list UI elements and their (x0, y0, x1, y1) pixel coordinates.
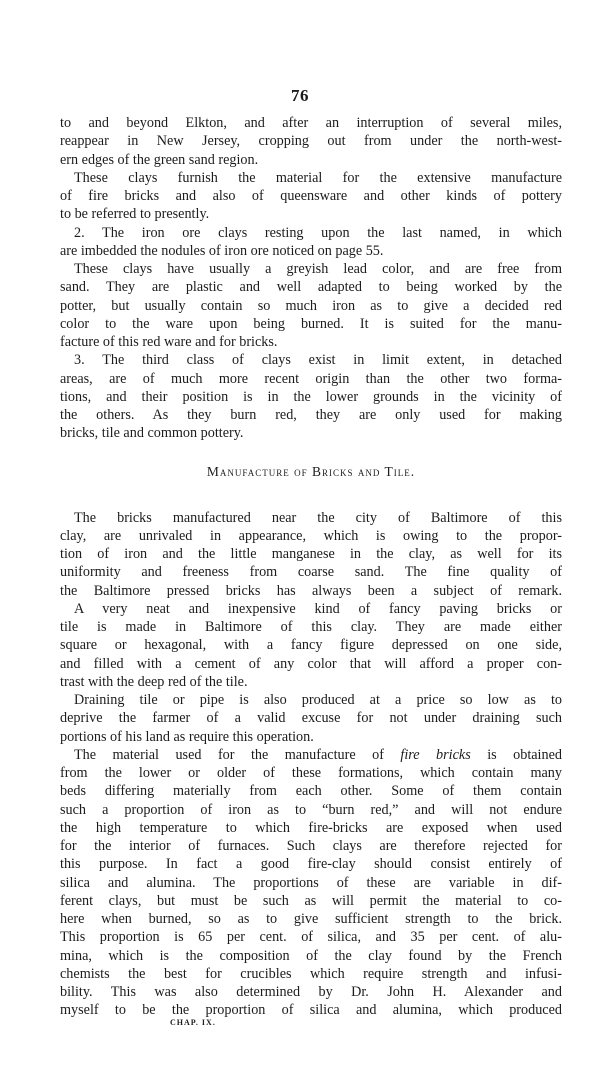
text-line: facture of this red ware and for bricks. (60, 334, 278, 350)
text-line: from the lower or older of these formations, which contain many (60, 765, 562, 781)
text-line: this purpose. In fact a good fire-clay should consist entirely of (60, 856, 562, 873)
text-line: 2. The iron ore clays resting upon the last named, in which (74, 224, 562, 241)
text-line: silica and alumina. The proportions of these are variable in dif- (60, 874, 562, 891)
text-line: square or hexagonal, with a fancy figure depressed on one side, (60, 637, 562, 654)
text-line: of fire bricks and also of queensware and other kinds of pottery (60, 188, 562, 204)
text-line: ferent clays, but must be such as will permit the material to co- (60, 892, 562, 909)
text-line: bricks, tile and common pottery. (60, 425, 244, 442)
text-line: uniformity and freeness from coarse sand. The fine quality of (60, 564, 562, 581)
text-line: to and beyond Elkton, and after an interruption of several miles, (60, 115, 562, 131)
text-line: sand. They are plastic and well adapted to being worked by the (60, 279, 562, 296)
text-line: to be referred to presently. (60, 206, 210, 223)
text-line: beds differing materially from each other. Some of them contain (60, 783, 562, 800)
text-line: tion of iron and the little manganese in the clay, as well for its (60, 546, 562, 562)
text-line: the high temperature to which fire-bricks are exposed when used (60, 819, 562, 836)
text-line: reappear in New Jersey, cropping out from under the north-west- (60, 133, 562, 150)
text-line: the Baltimore pressed bricks has always been a subject of remark. (60, 582, 562, 599)
text-line: bility. This was also determined by Dr. John H. Alexander and (60, 984, 562, 1000)
text-line: myself to be the proportion of silica and alumina, which produced (60, 1002, 562, 1019)
section-heading: Manufacture of Bricks and Tile. (206, 463, 416, 479)
text-line: deprive the farmer of a valid excuse for not under draining such (60, 710, 562, 727)
text-line: mina, which is the composition of the clay found by the French (60, 947, 562, 964)
text-line: for the interior of furnaces. Such clays are therefore rejected for (60, 838, 562, 854)
text-line: such a proportion of iron as to “burn red,” and will not endure (60, 801, 562, 818)
text-line: portions of his land as require this operation. (60, 728, 314, 745)
page-number: 76 (291, 86, 309, 105)
text-line: and filled with a cement of any color that will afford a proper con- (60, 655, 562, 672)
text-line (60, 746, 562, 764)
text-line: This proportion is 65 per cent. of silica, and 35 per cent. of alu- (60, 929, 562, 946)
text-line: tile is made in Baltimore of this clay. They are made either (60, 619, 562, 635)
text-line: A very neat and inexpensive kind of fancy paving bricks or (74, 600, 562, 617)
signature-mark: CHAP. IX. (170, 1018, 216, 1027)
text-line: tions, and their position is in the lower grounds in the vicinity of (60, 388, 562, 405)
text-line: trast with the deep red of the tile. (60, 673, 248, 690)
text-line: The bricks manufactured near the city of Baltimore of this (74, 509, 562, 526)
text-line: These clays furnish the material for the extensive manufacture (74, 169, 562, 186)
text-line: areas, are of much more recent origin than the other two forma- (60, 370, 562, 387)
page-body (60, 114, 562, 1020)
text-run: is obtained (470, 746, 562, 763)
text-line: Draining tile or pipe is also produced at a price so low as to (74, 692, 562, 708)
text-run: The material used for the manufacture of (74, 746, 401, 763)
text-line: ern edges of the green sand region. (60, 151, 259, 168)
text-line: the others. As they burn red, they are only used for making (60, 407, 562, 423)
text-line: color to the ware upon being burned. It is suited for the manu- (60, 315, 562, 332)
text-line: potter, but usually contain so much iron as to give a decided red (60, 297, 562, 314)
text-line: 3. The third class of clays exist in limit extent, in detached (74, 352, 562, 369)
text-line: are imbedded the nodules of iron ore noticed on page 55. (60, 242, 384, 259)
text-line: clay, are unrivaled in appearance, which is owing to the propor- (60, 527, 562, 544)
text-line: here when burned, so as to give sufficient strength to the brick. (60, 911, 562, 927)
text-line: These clays have usually a greyish lead color, and are free from (74, 261, 562, 277)
emphasis-fire-bricks: fire bricks (400, 746, 471, 763)
text-line: chemists the best for crucibles which require strength and infusi- (60, 965, 562, 982)
